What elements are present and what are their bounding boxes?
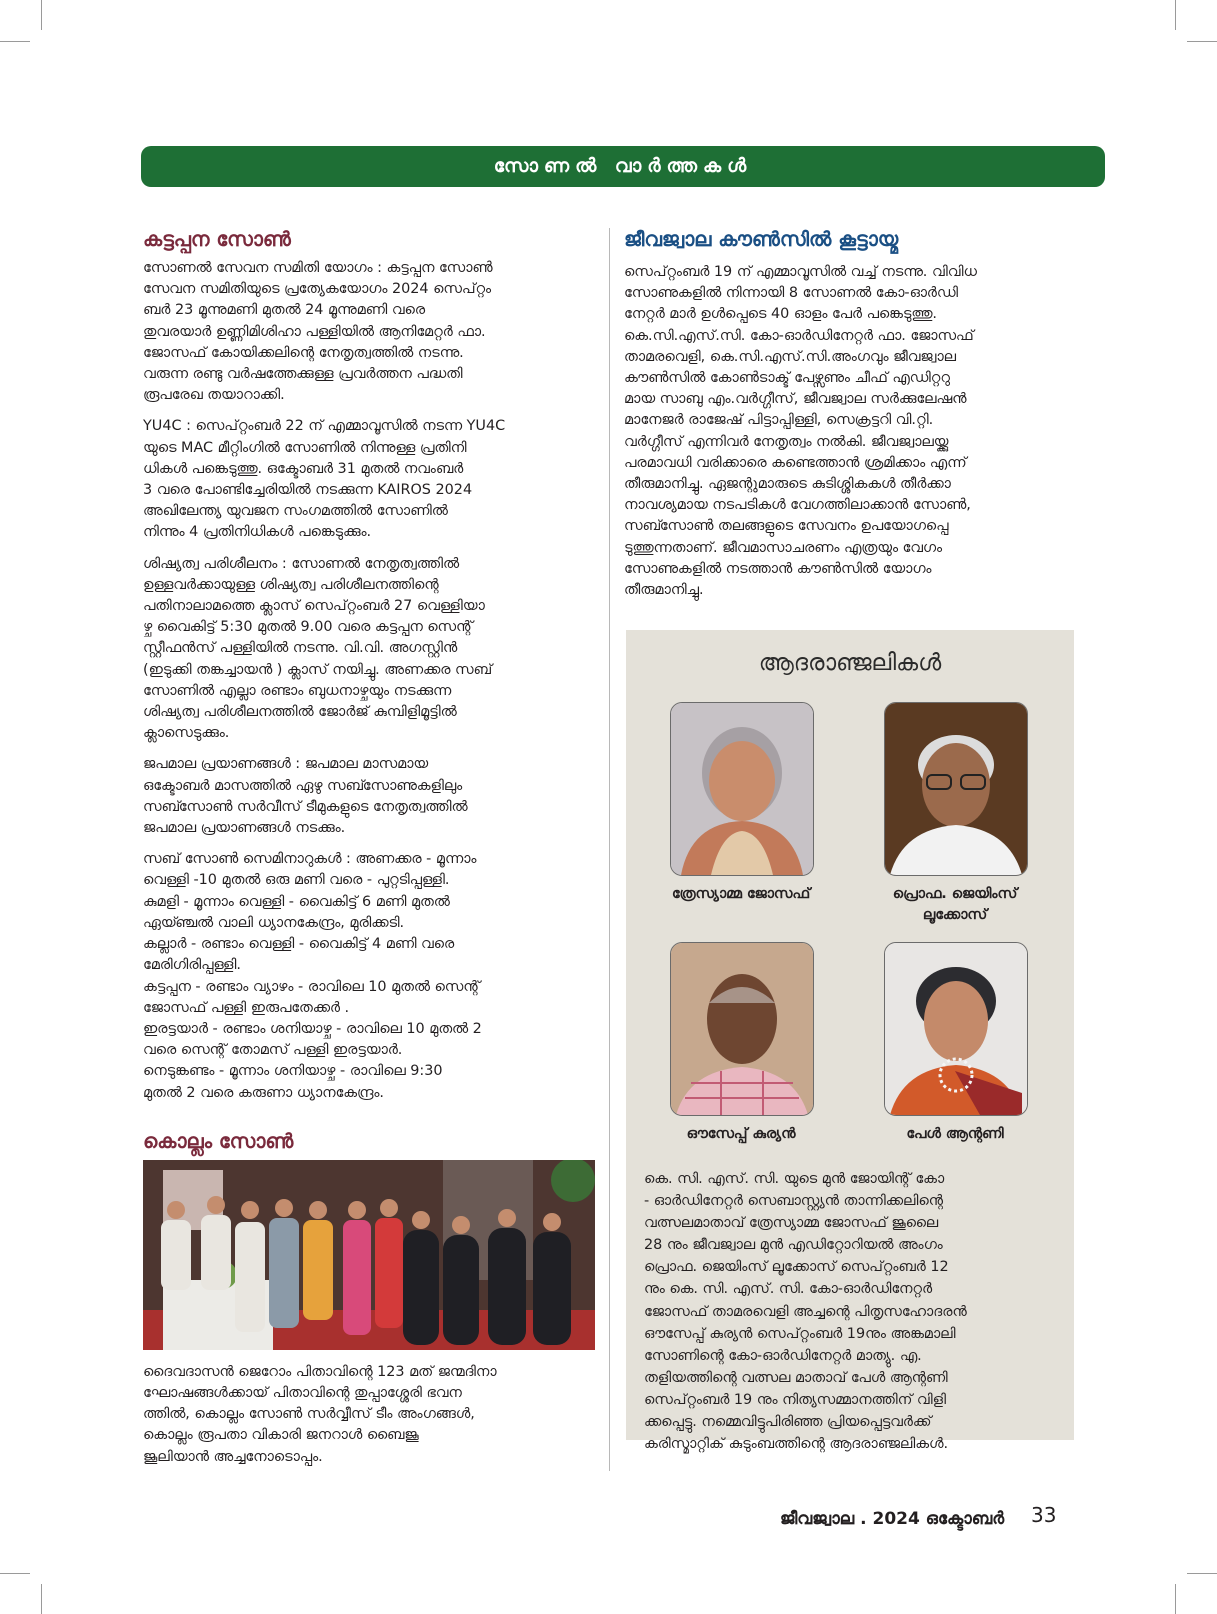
text-line: YU4C : സെപ്റ്റംബർ 22 ന് എമ്മാവൂസിൽ നടന്ന YU4C xyxy=(143,418,506,435)
text-line: ദൈവദാസൻ ജെറോം പിതാവിന്റെ 123 മത് ജന്മദിനാ xyxy=(143,1363,497,1380)
text-line: വരുന്ന രണ്ടു വർഷത്തേക്കുള്ള പ്രവർത്തന പദ്ധതി xyxy=(143,366,463,383)
text-line: അഖിലേന്ത്യ യുവജന സംഗമത്തിൽ സോണിൽ xyxy=(143,503,448,520)
text-line: ഇരട്ടയാർ - രണ്ടാം ശനിയാഴ്ച - രാവിലെ 10 മുതൽ 2 xyxy=(143,1020,482,1037)
portrait-4 xyxy=(884,942,1028,1116)
text-line: സോണുകളിൽ നിന്നായി 8 സോണൽ കോ-ഓർഡി xyxy=(624,285,958,302)
group-photo-illustration xyxy=(143,1160,595,1350)
text-line: നും കെ. സി. എസ്. സി. കോ-ഓർഡിനേറ്റർ xyxy=(644,1281,933,1298)
text-line: ജോസഫ് കോയിക്കലിന്റെ നേതൃത്വത്തിൽ നടന്നു. xyxy=(143,344,464,361)
text-line: ജപമാല പ്രയാണങ്ങൾ നടക്കും. xyxy=(143,820,346,837)
page-number: 33 xyxy=(1031,1503,1057,1527)
text-line: സെപ്റ്റംബർ 19 ന് എമ്മാവൂസിൽ വച്ച് നടന്നു. വിവിധ xyxy=(624,264,977,280)
text-line: - ഓർഡിനേറ്റർ സെബാസ്റ്റ്യൻ താന്നിക്കലിന്റെ xyxy=(644,1193,943,1210)
text-line: കുമളി - മൂന്നാം വെള്ളി - വൈകിട്ട് 6 മണി മുതൽ xyxy=(143,893,450,910)
kollam-caption xyxy=(143,1362,595,1468)
text-line: സോണിന്റെ കോ-ഓർഡിനേറ്റർ മാത്യു. എ. xyxy=(644,1347,922,1364)
crop-mark xyxy=(41,1584,42,1614)
text-line: സബ് സോൺ സെമിനാറുകൾ : അണക്കര - മൂന്നാം xyxy=(143,851,477,868)
text-line: മായ സാബു എം.വർഗ്ഗീസ്, ജീവജ്വാല സർക്കുലേഷൻ xyxy=(624,391,967,408)
text-line: 3 വരെ പോണ്ടിച്ചേരിയിൽ നടക്കുന്ന KAIROS 2024 xyxy=(143,482,473,499)
tribute-box xyxy=(626,630,1074,1453)
text-line: ധികൾ പങ്കെടുത്തു. ഒക്ടോബർ 31 മുതൽ നവംബർ xyxy=(143,460,464,477)
text-line: കല്ലാർ - രണ്ടാം വെള്ളി - വൈകിട്ട് 4 മണി വരെ xyxy=(143,936,455,953)
text-line: സോണുകളിൽ നടത്താൻ കൗൺസിൽ യോഗം xyxy=(624,560,932,577)
text-line: നെടുങ്കണ്ടം - മൂന്നാം ശനിയാഴ്ച - രാവിലെ 9:30 xyxy=(143,1063,443,1080)
crop-mark xyxy=(1175,0,1176,30)
tribute-title: ആദരാഞ്ജലികൾ xyxy=(758,650,942,676)
text-line: ക്കപ്പെട്ടു. നമ്മെവിട്ടുപിരിഞ്ഞ പ്രിയപ്പെട്ടവർക്ക് xyxy=(644,1414,932,1431)
text-line: രൂപരേഖ തയാറാക്കി. xyxy=(143,387,285,404)
text-line: ജൂലിയാൻ അച്ചനോടൊപ്പം. xyxy=(143,1448,323,1465)
council-body xyxy=(624,262,1074,601)
portrait-2 xyxy=(884,702,1028,876)
portrait-bald-man-illustration xyxy=(671,943,813,1115)
tribute-text xyxy=(644,1168,1064,1455)
kattappana-para-2 xyxy=(143,416,595,543)
footer-publication: ജീവജ്വാല . 2024 ഒക്ടോബർ xyxy=(780,1509,1005,1529)
kollam-group-photo xyxy=(143,1160,595,1350)
text-line: ശിഷ്യത്വ പരിശീലനം : സോണൽ നേതൃത്വത്തിൽ xyxy=(143,555,460,572)
crop-mark xyxy=(0,41,30,42)
text-line: താമരവെളി, കെ.സി.എസ്.സി.അംഗവും ജീവജ്വാല xyxy=(624,348,956,365)
text-line: ഉള്ളവർക്കായുള്ള ശിഷ്യത്വ പരിശീലനത്തിന്റെ xyxy=(143,576,439,593)
portrait-3 xyxy=(670,942,814,1116)
text-line: പ്രൊഫ. ജെയിംസ് ലൂക്കോസ് സെപ്റ്റംബർ 12 xyxy=(644,1259,949,1276)
text-line: ശിഷ്യത്വ പരിശീലനത്തിൽ ജോർജ് കുമ്പിളിമൂട്ടിൽ xyxy=(143,704,457,721)
text-line: ഒക്ടോബർ മാസത്തിൽ ഏഴു സബ്സോണുകളിലും xyxy=(143,777,463,794)
text-line: ജോസഫ് താമരവെളി അച്ചന്റെ പിതൃസഹോദരൻ xyxy=(644,1303,967,1320)
text-line: കട്ടപ്പന - രണ്ടാം വ്യാഴം - രാവിലെ 10 മുതൽ സെന്റ് xyxy=(143,978,481,995)
text-line: ത്തിൽ, കൊല്ലം സോൺ സർവ്വീസ് ടീം അംഗങ്ങൾ, xyxy=(143,1406,475,1423)
person-name-2: പ്രൊഫ. ജെയിംസ് ലൂക്കോസ് xyxy=(892,886,1018,923)
text-line: ജോസഫ് പള്ളി ഇരുപതേക്കർ . xyxy=(143,999,350,1016)
text-line: മാനേജർ രാജേഷ് പിട്ടാപ്പിള്ളി, സെക്രട്ടറി വി.റ്റി. xyxy=(624,412,934,429)
text-line: ക്ലാസെടുക്കും. xyxy=(143,725,230,742)
text-line: സേവന സമിതിയുടെ പ്രത്യേകയോഗം 2024 സെപ്റ്റം xyxy=(143,281,492,298)
text-line: തീരുമാനിച്ചു. xyxy=(624,582,704,599)
column-divider xyxy=(609,228,610,1471)
text-line: കെ. സി. എസ്. സി. യുടെ മുൻ ജോയിന്റ് കോ xyxy=(644,1171,945,1187)
text-line: പതിനാലാമത്തെ ക്ലാസ് സെപ്റ്റംബർ 27 വെള്ളിയാ xyxy=(143,598,485,615)
kattappana-heading: കട്ടപ്പന സോൺ xyxy=(143,227,291,251)
text-line: വത്സലമാതാവ് ത്രേസ്യാമ്മ ജോസഫ് ജൂലൈ xyxy=(644,1215,939,1232)
portrait-1 xyxy=(670,702,814,876)
text-line: യുടെ MAC മീറ്റിംഗിൽ സോണിൽ നിന്നുള്ള പ്രതിനി xyxy=(143,439,467,456)
text-line: നാവശ്യമായ നടപടികൾ വേഗത്തിലാക്കാൻ സോൺ, xyxy=(624,497,971,514)
kattappana-para-4 xyxy=(143,754,595,839)
text-line: (ഇടുക്കി തങ്കച്ചായൻ ) ക്ലാസ് നയിച്ചു. അണക്കര സബ് xyxy=(143,661,493,678)
crop-mark xyxy=(1175,1584,1176,1614)
text-line: സോണിൽ എല്ലാ രണ്ടാം ബുധനാഴ്ചയും നടക്കുന്ന xyxy=(143,682,452,699)
kattappana-para-1 xyxy=(143,258,595,406)
crop-mark xyxy=(41,0,42,30)
text-line: ഴ്ച വൈകിട്ട് 5:30 മുതൽ 9.00 വരെ കട്ടപ്പന സെന്റ് xyxy=(143,619,473,636)
portrait-woman-illustration xyxy=(671,703,813,875)
text-line: നേറ്റർ മാർ ഉൾപ്പെടെ 40 ഓളം പേർ പങ്കെടുത്തു. xyxy=(624,306,937,323)
text-line: മേരിഗിരിപ്പള്ളി. xyxy=(143,957,241,974)
kattappana-para-5 xyxy=(143,849,595,1103)
person-name-3: ഔസേപ്പ് കുര്യൻ xyxy=(686,1126,796,1142)
text-line: 28 നും ജീവജ്വാല മുൻ എഡിറ്റോറിയൽ അംഗം xyxy=(644,1237,943,1254)
text-line: ഏയ്ഞ്ചൽ വാലി ധ്യാനകേന്ദ്രം, മുരിക്കടി. xyxy=(143,914,405,931)
text-line: കെ.സി.എസ്.സി. കോ-ഓർഡിനേറ്റർ ഫാ. ജോസഫ് xyxy=(624,327,974,344)
text-line: തളിയത്തിന്റെ വത്സല മാതാവ് പേൾ ആന്റണി xyxy=(644,1369,948,1386)
text-line: കരിസ്മാറ്റിക് കുടുംബത്തിന്റെ ആദരാഞ്ജലികൾ. xyxy=(644,1436,949,1453)
text-line: കൊല്ലം രൂപതാ വികാരി ജനറാൾ ബൈജൂ xyxy=(143,1427,419,1444)
left-column xyxy=(143,226,595,1478)
text-line: വെള്ളി -10 മുതൽ ഒരു മണി വരെ - പുറ്റടിപ്പള്ളി. xyxy=(143,872,450,889)
text-line: ഔസേപ്പ് കുര്യൻ സെപ്റ്റംബർ 19നും അങ്കമാലി xyxy=(644,1325,956,1342)
kattappana-para-3 xyxy=(143,554,595,745)
text-line: മുതൽ 2 വരെ കരുണാ ധ്യാനകേന്ദ്രം. xyxy=(143,1084,384,1101)
text-line: ഘോഷങ്ങൾക്കായ് പിതാവിന്റെ തുപ്പാശ്ശേരി ഭവന xyxy=(143,1384,462,1401)
crop-mark xyxy=(1187,41,1217,42)
text-line: സബ്സോൺ സർവീസ് ടീമുകളുടെ നേതൃത്വത്തിൽ xyxy=(143,798,468,815)
text-line: സബ്സോൺ തലങ്ങളുടെ സേവനം ഉപയോഗപ്പെ xyxy=(624,518,949,535)
text-line: തീരുമാനിച്ചു. ഏജന്റുമാരുടെ കുടിശ്ശികകൾ തീർക്കാ xyxy=(624,476,951,493)
text-line: ടുത്തുന്നതാണ്. ജീവമാസാചരണം എത്രയും വേഗം xyxy=(624,539,943,556)
text-line: വരെ സെന്റ് തോമസ് പള്ളി ഇരട്ടയാർ. xyxy=(143,1042,403,1059)
crop-mark xyxy=(1187,1573,1217,1574)
section-banner: സോണൽ വാർത്തകൾ xyxy=(141,146,1105,187)
crop-mark xyxy=(0,1573,30,1574)
text-line: സോണൽ സേവന സമിതി യോഗം : കട്ടപ്പന സോൺ xyxy=(143,260,493,276)
person-name-1: ത്രേസ്യാമ്മ ജോസഫ് xyxy=(671,886,811,902)
person-name-4: പേൾ ആന്റണി xyxy=(906,1126,1004,1142)
text-line: പരമാവധി വരിക്കാരെ കണ്ടെത്താൻ ശ്രമിക്കാം എന്ന് xyxy=(624,454,967,471)
portrait-woman-saree-illustration xyxy=(885,943,1027,1115)
kollam-heading: കൊല്ലം സോൺ xyxy=(143,1128,294,1153)
text-line: ജപമാല പ്രയാണങ്ങൾ : ജപമാല മാസമായ xyxy=(143,756,429,773)
text-line: സ്റ്റീഫൻസ് പള്ളിയിൽ നടന്നു. വി.വി. അഗസ്റ്റിൻ xyxy=(143,640,458,657)
text-line: ബർ 23 മൂന്നുമണി മുതൽ 24 മൂന്നുമണി വരെ xyxy=(143,302,426,319)
right-column xyxy=(624,226,1074,611)
text-line: നിന്നും 4 പ്രതിനിധികൾ പങ്കെടുക്കും. xyxy=(143,524,372,541)
text-line: തുവരയാർ ഉണ്ണിമിശിഹാ പള്ളിയിൽ ആനിമേറ്റർ ഫാ. xyxy=(143,323,486,340)
council-heading: ജീവജ്വാല കൗൺസിൽ കൂട്ടായ്മ xyxy=(624,227,899,251)
text-line: സെപ്റ്റംബർ 19 നും നിത്യസമ്മാനത്തിന് വിളി xyxy=(644,1391,947,1408)
text-line: വർഗ്ഗീസ് എന്നിവർ നേതൃത്വം നൽകി. ജീവജ്വാലയ്ക്കു xyxy=(624,433,949,450)
portrait-man-glasses-illustration xyxy=(885,703,1027,875)
text-line: കൗൺസിൽ കോൺടാക്ട് പേഴ്സണും ചീഫ് എഡിറ്ററു xyxy=(624,370,950,387)
